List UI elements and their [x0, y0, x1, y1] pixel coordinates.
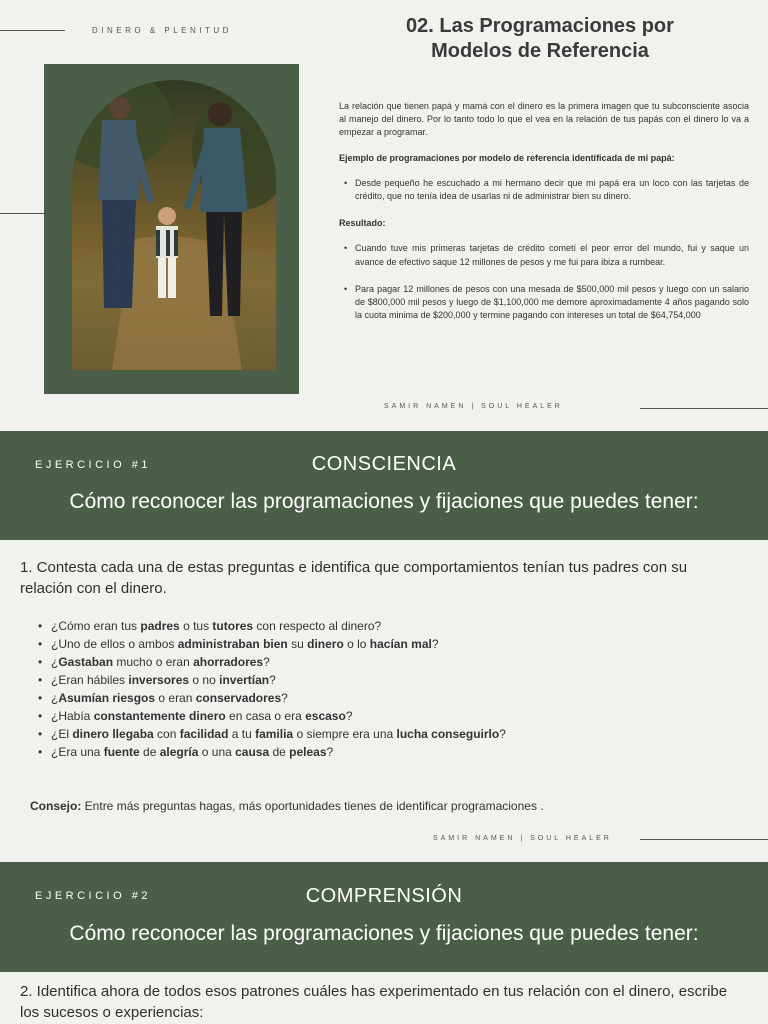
question-keyword: dinero — [307, 637, 344, 651]
question-text: ¿Había — [51, 709, 94, 723]
question-text: con respecto al dinero? — [253, 619, 382, 633]
question-keyword: escaso — [305, 709, 346, 723]
exercise1-footer-rule — [640, 839, 768, 840]
question-item — [38, 617, 522, 635]
exercise1-signature: SAMIR NAMEN | SOUL HEALER — [433, 835, 612, 842]
question-text: a tu — [228, 727, 256, 741]
question-text: de — [139, 745, 160, 759]
exercise1-header — [0, 431, 768, 540]
exercise2-category: COMPRENSIÓN — [305, 885, 463, 907]
question-keyword: causa — [235, 745, 270, 759]
question-keyword: fuente — [103, 745, 140, 759]
question-text: ? — [281, 691, 288, 705]
question-text: ¿Uno de ellos o ambos — [51, 637, 178, 651]
page-title-line1: 02. Las Programaciones por — [406, 15, 674, 37]
footer-rule-right — [640, 408, 768, 409]
result-item: • Cuando tuve mis primeras tarjetas de crédito cometí el peor error del mundo, fui y saque un avance de efectivo saque 12 millones de pesos y me fui para ibiza a rumbear. — [339, 242, 749, 268]
question-text: o siempre era una — [293, 727, 397, 741]
question-text: ? — [326, 745, 334, 759]
page-title — [340, 14, 740, 64]
question-keyword: padres — [140, 619, 180, 633]
question-item — [38, 725, 522, 743]
question-text: ¿El — [51, 727, 73, 741]
tip-text: Entre más preguntas hagas, más oportunidades tienes de identificar programaciones . — [81, 799, 544, 813]
result-list — [339, 242, 749, 322]
result-heading: Resultado: — [339, 218, 386, 229]
family-walking-illustration — [72, 80, 276, 370]
question-text: ¿ — [51, 655, 59, 669]
question-text: o tus — [179, 619, 213, 633]
question-keyword: familia — [255, 727, 294, 741]
question-keyword: Gastaban — [58, 655, 114, 669]
question-keyword: peleas — [289, 745, 327, 759]
family-photo — [72, 80, 276, 370]
question-keyword: lucha conseguirlo — [396, 727, 500, 741]
exercise1-question-list — [38, 617, 522, 761]
exercise2-label: EJERCICIO #2 — [35, 890, 151, 902]
question-item — [38, 635, 522, 653]
question-text: ? — [263, 655, 270, 669]
example-heading: Ejemplo de programaciones por modelo de referencia identificada de mi papá: — [339, 152, 675, 163]
exercise1-question: 1. Contesta cada una de estas preguntas e identifica que comportamientos tenían tus padres con su relación con el dinero. — [20, 559, 688, 597]
exercise2-question: 2. Identifica ahora de todos esos patrones cuáles has experimentado en tus relación con el dinero, escribe los sucesos o experiencias: — [20, 983, 728, 1021]
question-text: ? — [345, 709, 353, 723]
question-keyword: administraban bien — [177, 637, 288, 651]
question-keyword: invertían — [219, 673, 270, 687]
question-keyword: hacían mal — [369, 637, 432, 651]
question-keyword: alegría — [159, 745, 199, 759]
question-item — [38, 707, 522, 725]
page-programaciones-modelos — [0, 0, 768, 430]
exercise1-label: EJERCICIO #1 — [35, 459, 151, 471]
question-keyword: Asumían riesgos — [58, 691, 156, 705]
family-photo-frame — [44, 64, 299, 394]
question-text: o eran — [155, 691, 196, 705]
question-keyword: inversores — [128, 673, 190, 687]
question-text: ? — [269, 673, 276, 687]
side-rule-left — [0, 213, 44, 214]
page-title-line2: Modelos de Referencia — [431, 40, 649, 62]
question-text: ? — [431, 637, 439, 651]
exercise2-header — [0, 862, 768, 972]
question-keyword: tutores — [212, 619, 254, 633]
question-text: ¿Era una — [51, 745, 104, 759]
tip-label: Consejo: — [30, 799, 82, 813]
question-keyword: dinero llegaba — [72, 727, 154, 741]
intro-paragraph: La relación que tienen papá y mamá con el dinero es la primera imagen que tu subconsciente asocia al manejo del dinero. Por lo tanto todo lo que el vea en la relación de tus papás con el dinero lo va a empezar a programar. — [339, 101, 749, 138]
question-text: ¿ — [51, 691, 59, 705]
question-text: con — [153, 727, 180, 741]
question-text: o no — [189, 673, 220, 687]
question-item — [38, 653, 522, 671]
question-keyword: conservadores — [195, 691, 282, 705]
header-rule-left — [0, 30, 65, 31]
question-text: ¿Cómo eran tus — [51, 619, 141, 633]
page1-signature: SAMIR NAMEN | SOUL HEALER — [384, 403, 563, 410]
exercise2-subtitle: Cómo reconocer las programaciones y fijaciones que puedes tener: — [69, 922, 699, 945]
question-keyword: facilidad — [179, 727, 229, 741]
example-item: • Desde pequeño he escuchado a mi hermano decir que mi papá era un loco con las tarjetas de crédito, que no tenía idea de usarlas ni de administrar bien su dinero. — [339, 177, 749, 203]
question-keyword: constantemente dinero — [93, 709, 226, 723]
question-item — [38, 689, 522, 707]
question-text: mucho o eran — [113, 655, 194, 669]
exercise1-subtitle: Cómo reconocer las programaciones y fijaciones que puedes tener: — [69, 490, 699, 513]
exercise1-category: CONSCIENCIA — [311, 453, 457, 475]
question-text: ? — [499, 727, 506, 741]
question-text: o lo — [343, 637, 370, 651]
question-item — [38, 671, 522, 689]
question-item — [38, 743, 522, 761]
exercise1-tip — [30, 799, 544, 813]
question-text: de — [269, 745, 290, 759]
result-item: • Para pagar 12 millones de pesos con una mesada de $500,000 mil pesos y luego con un salario de $800,000 mil pesos y luego de $1,100,000 me demore aproximadamente 4 años pagando solo la cuota minima de $200,000 y termine pagando con intereses un total de $64,754,000 — [339, 283, 749, 323]
example-list — [339, 177, 749, 203]
question-text: o una — [198, 745, 236, 759]
question-text: en casa o era — [225, 709, 306, 723]
question-keyword: ahorradores — [193, 655, 264, 669]
brand-label: DINERO & PLENITUD — [92, 26, 232, 35]
intro-text-block — [339, 100, 749, 336]
question-text: su — [287, 637, 308, 651]
question-text: ¿Eran hábiles — [51, 673, 129, 687]
